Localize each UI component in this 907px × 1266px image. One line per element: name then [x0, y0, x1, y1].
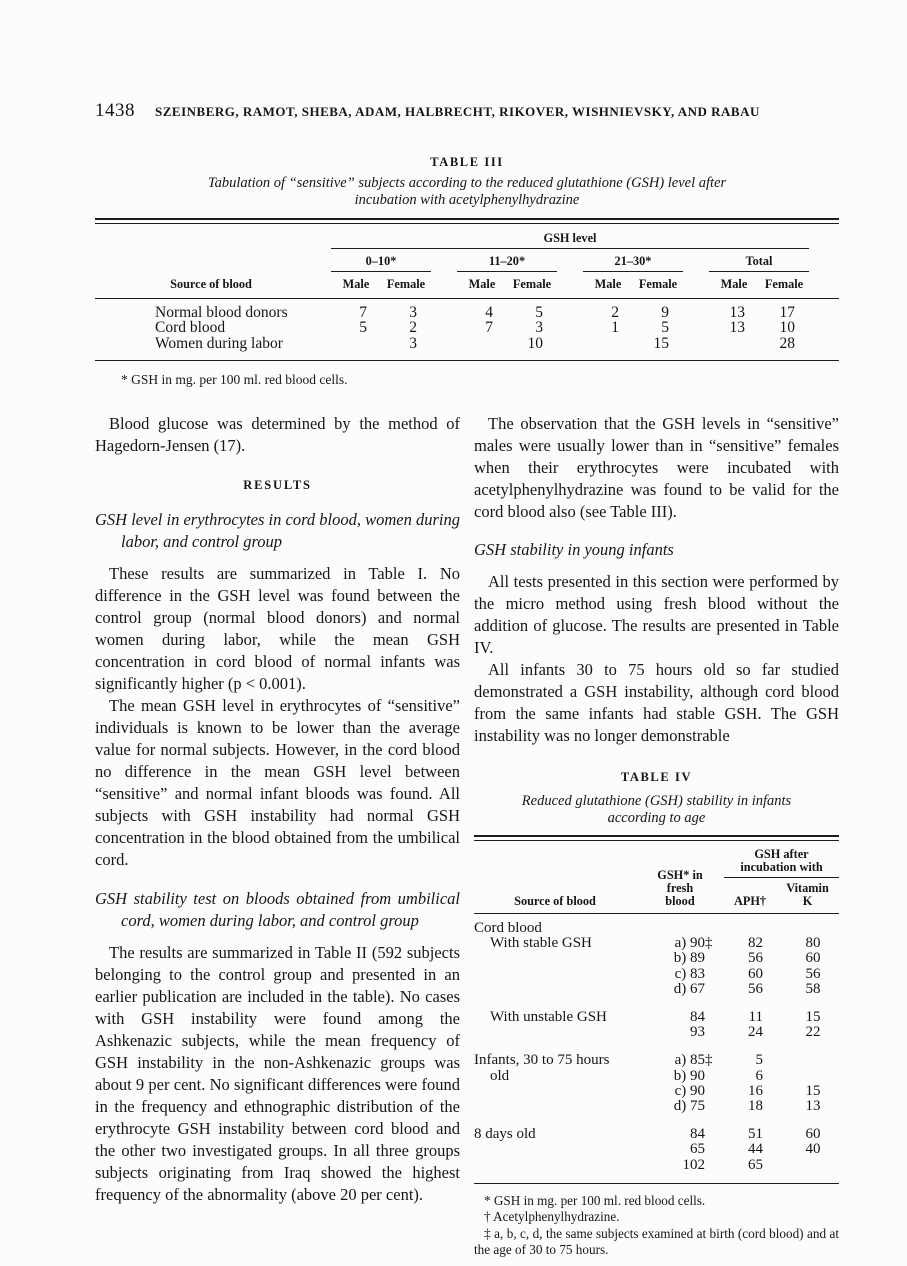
table3-gsh-level-header: GSH level	[543, 230, 597, 245]
table3-group-0-10: 0–10*	[331, 249, 431, 272]
table4-section	[474, 766, 839, 1258]
table3-group-total: Total	[709, 249, 809, 272]
table4-source-header: Source of blood	[514, 893, 596, 908]
table3-group-21-30: 21–30*	[583, 249, 683, 272]
row-label: Women during labor	[155, 334, 283, 352]
journal-page	[95, 0, 839, 1259]
table-row: Women during labor 3 10 15 28	[95, 336, 839, 352]
paragraph: The results are summarized in Table II (592 subjects belonging to the control group and presented in an earlier publication are included in the table). No cases with GSH instability were found among the Ashkenazic subjects, while the mean frequency of GSH instability in the non-Ashkenazic groups was about 9 per cent. No significant differences were found in the frequency and ethnographic distribution of the erythrocyte GSH instability between cord blood and the other two investigated groups. In all three groups subjects originating from Iraq showed the highest frequency of the abnormality (above 20 per cent).	[95, 943, 460, 1205]
table3-group-row	[95, 249, 839, 272]
table3-caption: TABLE III	[430, 155, 504, 169]
table4-title-line1: Reduced glutathione (GSH) stability in infants	[521, 793, 792, 810]
footnote: * GSH in mg. per 100 ml. red blood cells.	[484, 1192, 706, 1208]
table4-caption: TABLE IV	[620, 770, 693, 785]
row-label: Normal blood donors	[155, 303, 288, 321]
table-row: Cord blood 5 2 7 3 1 5 13 10	[95, 320, 839, 336]
table-row: d) 75 18 13	[673, 1098, 821, 1114]
section-heading: GSH stability in young infants	[474, 540, 674, 560]
table3-source-header: Source of blood	[170, 276, 252, 291]
table3-title-line2: incubation with acetylphenylhydrazine	[354, 192, 580, 208]
results-heading: RESULTS	[243, 478, 312, 493]
table3	[95, 218, 839, 361]
table4-title	[474, 793, 839, 827]
table4-vitk-header: Vitamin K	[786, 880, 829, 908]
table-row: 8 days old 84 51 60	[474, 1126, 821, 1143]
table-row: With unstable GSH 84 11 15	[490, 1008, 821, 1025]
table3-footnote: * GSH in mg. per 100 ml. red blood cells.	[121, 372, 348, 388]
table4-footnotes	[474, 1193, 839, 1259]
paragraph: All tests presented in this section were performed by the micro method using fresh blood without the addition of glucose. The results are presented in Table IV.	[474, 572, 839, 658]
authors-line: SZEINBERG, RAMOT, SHEBA, ADAM, HALBRECHT, RIKOVER, WISHNIEVSKY, AND RABAU	[155, 104, 760, 119]
table4-body	[474, 914, 839, 1183]
table-row: d) 67 56 58	[673, 980, 821, 997]
footnote: † Acetylphenylhydrazine.	[484, 1209, 620, 1225]
table4	[474, 835, 839, 1183]
paragraph: The observation that the GSH levels in “sensitive” males were usually lower than in “sensitive” females when their erythrocytes were incubated with acetylphenylhydrazine was found to be valid for the cord blood also (see Table III).	[474, 414, 839, 522]
table4-incubation-header: GSH after incubation with	[740, 846, 823, 874]
table-row: c) 90 16 15	[674, 1082, 821, 1099]
table-row: With stable GSH a) 90 ‡ 82 80	[490, 935, 821, 952]
table3-title-line1: Tabulation of “sensitive” subjects according to the reduced glutathione (GSH) level after	[207, 175, 727, 191]
table3-bottom-rule	[95, 360, 839, 361]
paragraph: These results are summarized in Table I. No difference in the GSH level was found between the control group (normal blood donors) and normal women during labor, while the mean GSH concentration in cord blood of normal infants was significantly higher (p < 0.001).	[95, 564, 460, 694]
section-heading: GSH stability test on bloods obtained from umbilical cord, women during labor, and control group	[95, 889, 460, 931]
table4-aph-header: APH†	[733, 893, 767, 908]
table-row: 65 44 40	[690, 1141, 821, 1158]
paragraph: Blood glucose was determined by the method of Hagedorn-Jensen (17).	[95, 414, 460, 456]
left-column	[95, 413, 460, 1258]
table4-title-line2: according to age	[607, 810, 706, 827]
table3-spanner-row	[95, 224, 839, 249]
table-row: 93 24 22	[690, 1024, 821, 1041]
table3-group-11-20: 11–20*	[457, 249, 557, 272]
section-heading: GSH level in erythrocytes in cord blood, women during labor, and control group	[95, 510, 460, 552]
page-number: 1438	[95, 100, 135, 121]
table3-title	[95, 175, 839, 209]
table3-body	[95, 299, 839, 361]
table-row: Normal blood donors 7 3 4 5 2 9 13 17	[95, 305, 839, 321]
table-row: c) 83 60 56	[674, 965, 821, 982]
table4-fresh-header: GSH* in fresh blood	[657, 867, 703, 908]
table4-bottom-rule	[474, 1183, 839, 1184]
running-head	[95, 100, 839, 122]
paragraph: All infants 30 to 75 hours old so far studied demonstrated a GSH instability, although cord blood from the same infants had stable GSH. The GSH instability was no longer demonstrable	[474, 660, 839, 746]
table-row: Infants, 30 to 75 hours a) 85 ‡ 5	[474, 1052, 763, 1069]
table-row: 102 65	[682, 1156, 763, 1173]
right-column	[474, 413, 839, 1258]
paragraph: The mean GSH level in erythrocytes of “sensitive” individuals is known to be lower than the average value for normal subjects. However, in the cord blood no difference in the mean GSH level between “sensitive” and normal infant bloods was found. All subjects with GSH instability had normal GSH concentration in the blood obtained from the umbilical cord.	[95, 696, 460, 870]
table4-header	[474, 841, 839, 913]
table3-subheader-row: Source of blood Male Female Male Female Male Female Male Female	[95, 272, 839, 298]
row-label: Cord blood	[155, 319, 226, 337]
text-columns	[95, 413, 839, 1258]
table-row: old b) 90 6	[490, 1067, 763, 1084]
footnote: ‡ a, b, c, d, the same subjects examined at birth (cord blood) and at the age of 30 to 75 hours.	[474, 1225, 839, 1258]
table-row: Cord blood	[474, 919, 542, 936]
table3-section	[95, 155, 839, 388]
table4-incubation-header-group	[724, 848, 839, 908]
table-row: b) 89 56 60	[673, 950, 821, 967]
